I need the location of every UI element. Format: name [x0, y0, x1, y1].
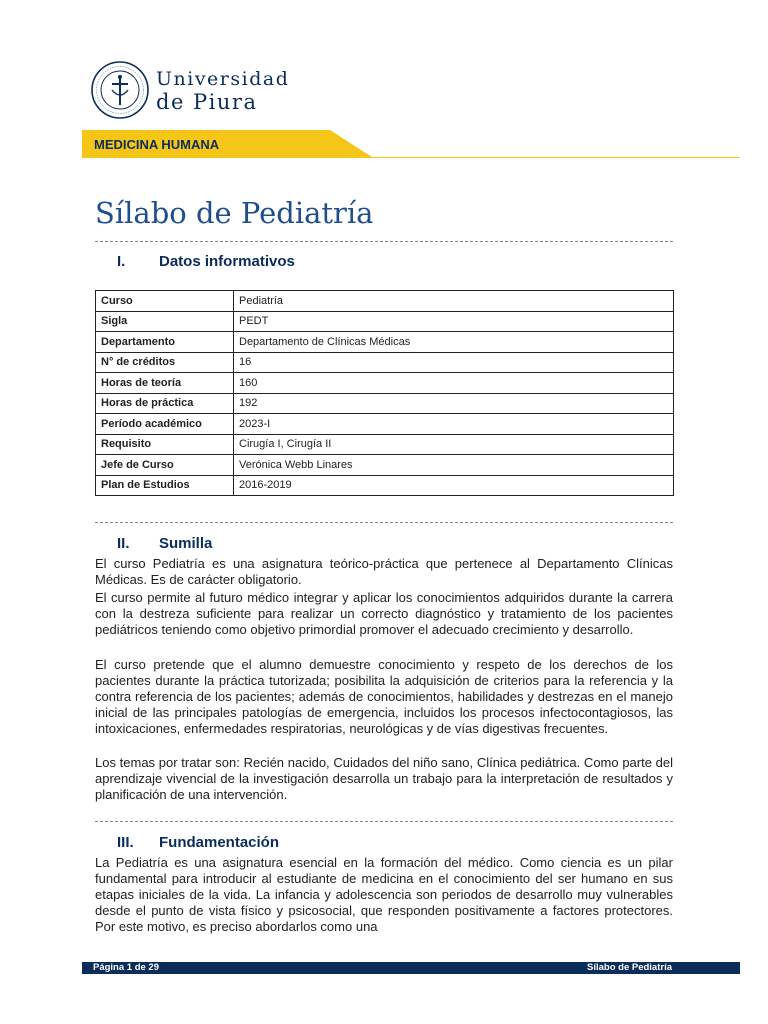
table-row	[96, 352, 674, 373]
table-row	[96, 373, 674, 394]
row-value: 192	[234, 393, 674, 414]
section-heading-sumilla	[117, 535, 212, 552]
section-heading-fundamentacion	[117, 834, 279, 851]
row-value: 16	[234, 352, 674, 373]
paragraph: El curso permite al futuro médico integrar y aplicar los conocimientos adquiridos durante la carrera con la destreza suficiente para realizar un correcto diagnóstico y tratamiento de los pacientes pediátricos teniendo como objetivo primordial promover el adecuado crecimiento y desarrollo.	[95, 590, 673, 637]
row-value: Pediatría	[234, 291, 674, 312]
divider	[95, 821, 673, 822]
section-title: Sumilla	[159, 535, 213, 552]
university-seal-icon	[90, 60, 150, 120]
row-label: Plan de Estudios	[96, 475, 234, 496]
page-number: Página 1 de 29	[93, 962, 160, 973]
table-row	[96, 475, 674, 496]
row-label: Horas de práctica	[96, 393, 234, 414]
paragraph: El curso pretende que el alumno demuestre conocimiento y respeto de los derechos de los pacientes durante la práctica tutorizada; posibilita la adquisición de criterios para la referencia y la contra referencia de los pacientes; además de conocimientos, habilidades y destrezas en el manejo inicial de las principales patologías de emergencia, incluidos los procesos infectocontagiosos, las intoxicaciones, enfermedades respiratorias, neurológicas y de vías digestivas frecuentes.	[95, 657, 673, 736]
program-banner	[82, 130, 740, 158]
row-label: Departamento	[96, 332, 234, 353]
table-row	[96, 434, 674, 455]
paragraph: La Pediatría es una asignatura esencial en la formación del médico. Como ciencia es un pilar fundamental para introducir al estudiante de medicina en el conocimiento del ser humano en sus etapas iniciales de la vida. La infancia y adolescencia son periodos de desarrollo muy vulnerables desde el punto de vista físico y psicosocial, que responden positivamente a factores protectores. Por este motivo, es preciso abordarlos como una	[95, 855, 673, 934]
row-label: Jefe de Curso	[96, 455, 234, 476]
row-value: 160	[234, 373, 674, 394]
divider	[95, 241, 673, 242]
section-title: Fundamentación	[159, 834, 280, 851]
row-value: Cirugía I, Cirugía II	[234, 434, 674, 455]
course-info-table	[95, 290, 674, 496]
university-name: Universidad	[156, 68, 290, 90]
program-name: MEDICINA HUMANA	[94, 137, 220, 152]
row-value: 2023-I	[234, 414, 674, 435]
row-label: Horas de teoría	[96, 373, 234, 394]
section-title: Datos informativos	[159, 253, 295, 270]
row-value: 2016-2019	[234, 475, 674, 496]
footer-doc-title: Sílabo de Pediatría	[587, 962, 672, 973]
table-row	[96, 291, 674, 312]
divider	[95, 522, 673, 523]
table-row	[96, 393, 674, 414]
row-label: Curso	[96, 291, 234, 312]
section-number: I.	[117, 253, 126, 270]
row-label: Período académico	[96, 414, 234, 435]
table-row	[96, 455, 674, 476]
row-label: N° de créditos	[96, 352, 234, 373]
section-number: II.	[117, 535, 130, 552]
table-row	[96, 414, 674, 435]
row-value: Verónica Webb Linares	[234, 455, 674, 476]
page-footer	[82, 962, 740, 974]
row-label: Requisito	[96, 434, 234, 455]
table-row	[96, 311, 674, 332]
university-city: de Piura	[156, 90, 258, 114]
paragraph: El curso Pediatría es una asignatura teórico-práctica que pertenece al Departamento Clínicas Médicas. Es de carácter obligatorio.	[95, 556, 673, 587]
row-value: PEDT	[234, 311, 674, 332]
table-row	[96, 332, 674, 353]
page-title: Sílabo de Pediatría	[95, 196, 374, 230]
section-number: III.	[117, 834, 134, 851]
row-value: Departamento de Clínicas Médicas	[234, 332, 674, 353]
row-label: Sigla	[96, 311, 234, 332]
section-heading-datos	[117, 253, 295, 270]
paragraph: Los temas por tratar son: Recién nacido, Cuidados del niño sano, Clínica pediátrica. Como parte del aprendizaje vivencial de la investigación desarrolla un trabajo para la interpretación de resultados y planificación de una intervención.	[95, 755, 673, 802]
